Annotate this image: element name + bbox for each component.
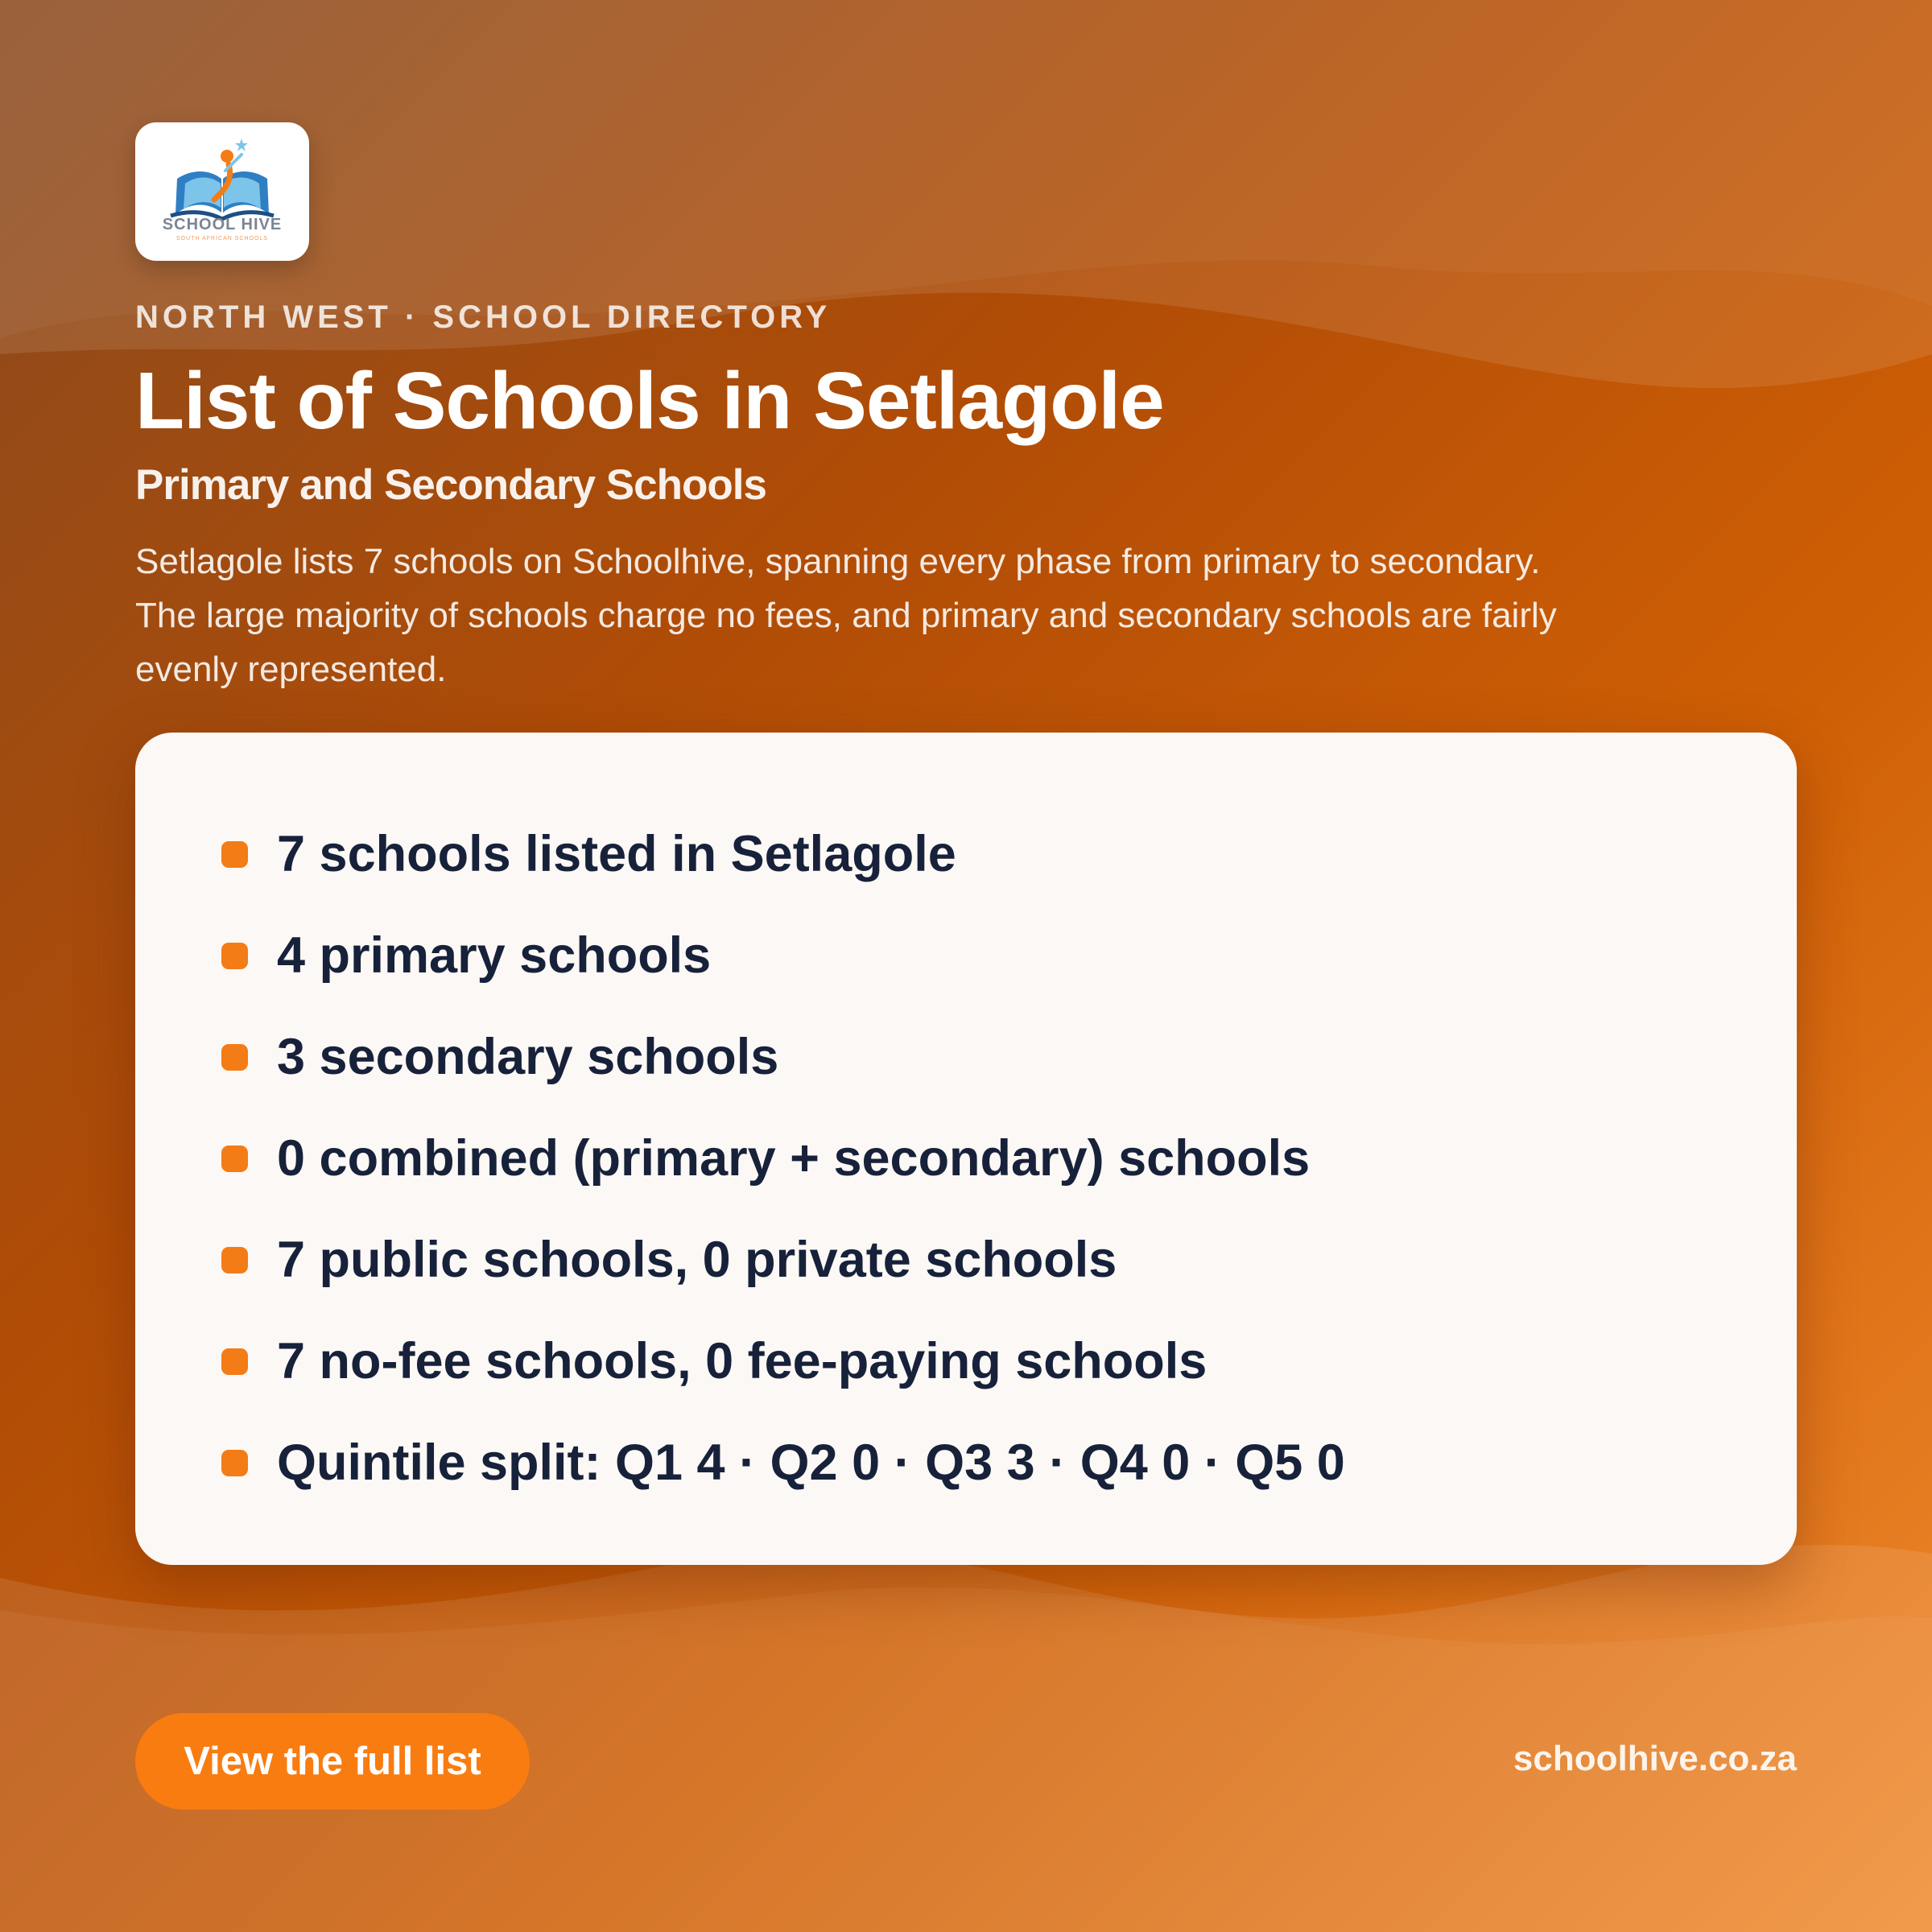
fact-text: 3 secondary schools [277, 1029, 779, 1085]
facts-card [135, 733, 1797, 1565]
bullet-icon [221, 1450, 248, 1476]
bullet-icon [221, 1146, 248, 1172]
fact-item [135, 1108, 1797, 1209]
fact-text: 7 public schools, 0 private schools [277, 1232, 1117, 1288]
fact-item [135, 1311, 1797, 1412]
logo-wordmark: SCHOOL HIVE [162, 216, 283, 233]
page-description: Setlagole lists 7 schools on Schoolhive, spanning every phase from primary to secondary. The large majority of schools charge no fees, and primary and secondary schools are fairly evenly represented. [135, 542, 1557, 689]
bullet-icon [221, 1044, 248, 1071]
schoolhive-logo[interactable] [135, 122, 309, 261]
site-url-link[interactable]: schoolhive.co.za [1513, 1739, 1797, 1778]
fact-text: 7 no-fee schools, 0 fee-paying schools [277, 1333, 1208, 1389]
fact-item [135, 1006, 1797, 1108]
fact-text: 7 schools listed in Setlagole [277, 826, 956, 882]
bullet-icon [221, 1247, 248, 1274]
fact-text: 0 combined (primary + secondary) schools [277, 1130, 1311, 1187]
fact-item [135, 1412, 1797, 1513]
bullet-icon [221, 841, 248, 868]
bullet-icon [221, 943, 248, 969]
page-title: List of Schools in Setlagole [135, 356, 1164, 446]
logo-tagline: SOUTH AFRICAN SCHOOLS [176, 236, 268, 242]
fact-item [135, 803, 1797, 905]
fact-item [135, 1209, 1797, 1311]
fact-item [135, 905, 1797, 1006]
view-full-list-button[interactable]: View the full list [135, 1713, 530, 1810]
bullet-icon [221, 1348, 248, 1375]
fact-text: Quintile split: Q1 4 · Q2 0 · Q3 3 · Q4 0 · Q5 0 [277, 1435, 1345, 1491]
fact-text: 4 primary schools [277, 927, 712, 984]
page-subtitle: Primary and Secondary Schools [135, 461, 766, 509]
eyebrow-label: NORTH WEST · SCHOOL DIRECTORY [135, 299, 832, 335]
facts-list [135, 803, 1797, 1513]
